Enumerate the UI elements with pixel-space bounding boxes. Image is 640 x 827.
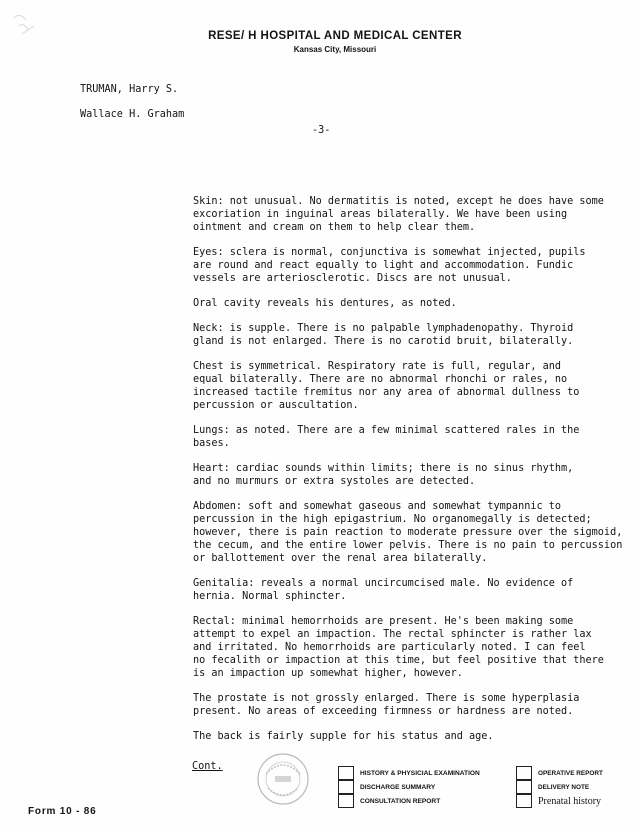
findings-line: excoriation in inguinal areas bilaterally. We have been using bbox=[193, 209, 568, 220]
label-operative-report: OPERATIVE REPORT bbox=[538, 769, 603, 777]
findings-line: Lungs: as noted. There are a few minimal scattered rales in the bbox=[193, 425, 580, 436]
findings-line: Skin: not unusual. No dermatitis is noted, except he does have some bbox=[193, 196, 604, 207]
findings-line: or ballottement over the renal area bilaterally. bbox=[193, 553, 488, 564]
findings-line: however, there is pain reaction to moderate pressure over the sigmoid, bbox=[193, 527, 623, 538]
findings-line: Genitalia: reveals a normal uncircumcised male. No evidence of bbox=[193, 578, 574, 589]
findings-line: hernia. Normal sphincter. bbox=[193, 591, 347, 602]
findings-line: increased tactile fremitus nor any area of abnormal dullness to bbox=[193, 387, 580, 398]
label-history-physical: HISTORY & PHYSICIAL EXAMINATION bbox=[360, 769, 480, 777]
findings-paragraph bbox=[193, 577, 638, 603]
library-seal-stamp bbox=[256, 752, 310, 806]
findings-paragraph bbox=[193, 462, 638, 488]
label-prenatal-history: Prenatal history bbox=[538, 795, 602, 807]
findings-paragraph bbox=[193, 360, 638, 412]
checklist-operative-report[interactable] bbox=[516, 766, 603, 780]
findings-line: Abdomen: soft and somewhat gaseous and somewhat tympannic to bbox=[193, 501, 562, 512]
label-discharge-summary: DISCHARGE SUMMARY bbox=[360, 783, 436, 791]
hospital-name: RESE/ H HOSPITAL AND MEDICAL CENTER bbox=[208, 30, 462, 42]
findings-line: percussion in the high epigastrium. No organomegally is detected; bbox=[193, 514, 592, 525]
findings-line: Neck: is supple. There is no palpable lymphadenopathy. Thyroid bbox=[193, 323, 574, 334]
findings-line: The back is fairly supple for his status and age. bbox=[193, 731, 494, 742]
findings-line: vessels are arteriosclerotic. Discs are not unusual. bbox=[193, 273, 512, 284]
findings-paragraph bbox=[193, 195, 638, 234]
findings-line: gland is not enlarged. There is no carotid bruit, bilaterally. bbox=[193, 336, 574, 347]
findings-line: is an impaction up somewhat higher, however. bbox=[193, 668, 463, 679]
findings-line: no fecalith or impaction at this time, but feel positive that there bbox=[193, 655, 604, 666]
findings-line: percussion or auscultation. bbox=[193, 400, 359, 411]
findings-paragraph bbox=[193, 424, 638, 450]
checkbox-delivery-note[interactable] bbox=[516, 780, 532, 794]
checkbox-operative-report[interactable] bbox=[516, 766, 532, 780]
findings-line: are round and react equally to light and accommodation. Fundic bbox=[193, 260, 574, 271]
checklist-history-physical[interactable] bbox=[338, 766, 480, 780]
findings-paragraph bbox=[193, 730, 638, 743]
hospital-location: Kansas City, Missouri bbox=[293, 45, 377, 54]
findings-line: the cecum, and the entire lower pelvis. There is no pain to percussion bbox=[193, 540, 623, 551]
findings-line: Chest is symmetrical. Respiratory rate is full, regular, and bbox=[193, 361, 562, 372]
checkbox-consultation-report[interactable] bbox=[338, 794, 354, 808]
findings-line: and irritated. No hemorrhoids are particularly noted. I can feel bbox=[193, 642, 586, 653]
checkbox-history-physical[interactable] bbox=[338, 766, 354, 780]
checklist-prenatal-history[interactable] bbox=[516, 794, 601, 808]
findings-paragraph bbox=[193, 500, 638, 565]
checklist-discharge-summary[interactable] bbox=[338, 780, 435, 794]
checklist-consultation-report[interactable] bbox=[338, 794, 440, 808]
checkbox-prenatal-history[interactable] bbox=[516, 794, 532, 808]
findings-line: Heart: cardiac sounds within limits; there is no sinus rhythm, bbox=[193, 463, 574, 474]
findings-paragraph bbox=[193, 246, 638, 285]
page-number: -3- bbox=[312, 125, 331, 136]
findings-line: ointment and cream on them to help clear them. bbox=[193, 222, 476, 233]
findings-line: Eyes: sclera is normal, conjunctiva is somewhat injected, pupils bbox=[193, 247, 586, 258]
findings-paragraph bbox=[193, 615, 638, 680]
checkbox-discharge-summary[interactable] bbox=[338, 780, 354, 794]
findings-line: The prostate is not grossly enlarged. There is some hyperplasia bbox=[193, 693, 580, 704]
label-delivery-note: DELIVERY NOTE bbox=[538, 783, 590, 791]
patient-name: TRUMAN, Harry S. bbox=[80, 84, 179, 95]
findings-line: and no murmurs or extra systoles are detected. bbox=[193, 476, 476, 487]
physician-name: Wallace H. Graham bbox=[80, 109, 185, 120]
findings-paragraph bbox=[193, 297, 638, 310]
findings-line: bases. bbox=[193, 438, 230, 449]
findings-line: attempt to expel an impaction. The rectal sphincter is rather lax bbox=[193, 629, 592, 640]
checklist-delivery-note[interactable] bbox=[516, 780, 589, 794]
continued-label: Cont. bbox=[192, 761, 223, 772]
exam-findings bbox=[193, 195, 638, 755]
findings-line: equal bilaterally. There are no abnormal rhonchi or rales, no bbox=[193, 374, 568, 385]
findings-line: Rectal: minimal hemorrhoids are present. He's been making some bbox=[193, 616, 574, 627]
label-consultation-report: CONSULTATION REPORT bbox=[360, 797, 441, 805]
findings-paragraph bbox=[193, 322, 638, 348]
findings-line: Oral cavity reveals his dentures, as noted. bbox=[193, 298, 457, 309]
form-number: Form 10 - 86 bbox=[28, 806, 97, 817]
findings-line: present. No areas of exceeding firmness or hardness are noted. bbox=[193, 706, 574, 717]
findings-paragraph bbox=[193, 692, 638, 718]
